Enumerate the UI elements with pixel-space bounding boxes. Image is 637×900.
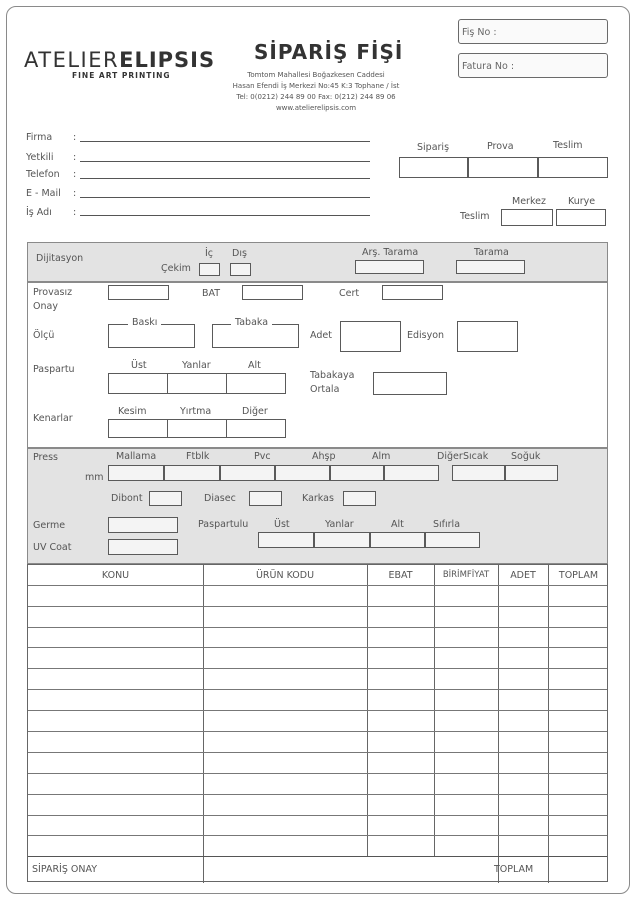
dijitasyon-label: Dijitasyon (36, 253, 84, 264)
order-table (27, 564, 608, 882)
table-row[interactable] (28, 815, 607, 816)
alm-label: Alm (372, 451, 391, 462)
table-row[interactable] (28, 710, 607, 711)
karkas-label: Karkas (302, 493, 334, 504)
paspartu-label: Paspartu (33, 364, 75, 375)
teslim-date-label: Teslim (553, 140, 583, 151)
kurye-label: Kurye (568, 196, 596, 207)
is-adi-label: İş Adı (26, 207, 52, 218)
colon: : (73, 132, 77, 143)
uv-coat-label: UV Coat (33, 542, 72, 553)
paspartu-alt-box[interactable] (226, 373, 286, 394)
siparis-date-box[interactable] (399, 157, 468, 178)
dibont-box[interactable] (149, 491, 182, 506)
table-row[interactable] (28, 606, 607, 607)
header-ebat: EBAT (388, 570, 413, 581)
cekim-label: Çekim (161, 263, 191, 274)
fis-no-label: Fiş No : (462, 27, 497, 38)
mm-label: mm (85, 472, 104, 483)
address-line-2: Hasan Efendi İş Merkezi No:45 K:3 Tophane / İst (232, 82, 400, 90)
dis-checkbox[interactable] (230, 263, 251, 276)
colon: : (73, 152, 77, 163)
paspartulu-yanlar-label: Yanlar (325, 519, 354, 530)
table-row[interactable] (28, 668, 607, 669)
cert-box[interactable] (382, 285, 443, 300)
sicak-label: Sıcak (463, 451, 489, 462)
paspartulu-label: Paspartulu (198, 519, 249, 530)
diger-label: Diğer (242, 406, 268, 417)
kurye-box[interactable] (556, 209, 606, 226)
document-title: SİPARİŞ FİŞİ (254, 40, 404, 64)
website: www.atelierelipsis.com (275, 104, 357, 112)
bat-label: BAT (202, 288, 221, 299)
ahsp-label: Ahşp (312, 451, 336, 462)
mallama-box[interactable] (108, 465, 164, 481)
ftblk-box[interactable] (164, 465, 220, 481)
telefon-label: Telefon (26, 169, 60, 180)
colon: : (73, 207, 77, 218)
address-line-3: Tel: 0(0212) 244 89 00 Fax: 0(212) 244 89 06 (236, 93, 396, 101)
company-logo (24, 50, 215, 71)
press-label: Press (33, 452, 59, 463)
table-row[interactable] (28, 752, 607, 753)
address-line-1: Tomtom Mahallesi Boğazkesen Caddesi (247, 71, 385, 79)
ortala-label: Ortala (310, 384, 340, 395)
siparis-date-label: Sipariş (417, 142, 450, 153)
uv-coat-box[interactable] (108, 539, 178, 555)
tabakaya-label: Tabakaya (310, 370, 355, 381)
paspartu-alt-label: Alt (248, 360, 261, 371)
tabaka-label: Tabaka (231, 318, 272, 328)
sicak-box[interactable] (452, 465, 505, 481)
germe-label: Germe (33, 520, 66, 531)
telefon-input[interactable] (80, 178, 370, 179)
paspartulu-ust-box[interactable] (258, 532, 314, 548)
paspartulu-alt-label: Alt (391, 519, 404, 530)
soguk-label: Soğuk (511, 451, 541, 462)
logo-subtitle: FINE ART PRINTING (72, 71, 171, 80)
onay-label: Onay (33, 301, 58, 312)
table-footer-divider (28, 856, 607, 857)
baski-label: Baskı (128, 318, 161, 328)
ahsp-box[interactable] (275, 465, 330, 481)
teslim-type-label: Teslim (460, 211, 490, 222)
header-toplam: TOPLAM (558, 570, 599, 581)
adet-box[interactable] (340, 321, 401, 352)
sifirla-box[interactable] (425, 532, 480, 548)
yirtma-box[interactable] (167, 419, 227, 438)
tarama-label: Tarama (474, 247, 509, 258)
kesim-box[interactable] (108, 419, 168, 438)
prova-date-label: Prova (487, 141, 514, 152)
kesim-label: Kesim (118, 406, 147, 417)
provasiz-box[interactable] (108, 285, 169, 300)
table-row[interactable] (28, 647, 607, 648)
diger-material-box[interactable] (384, 465, 439, 481)
yetkili-label: Yetkili (26, 152, 54, 163)
colon: : (73, 188, 77, 199)
table-row[interactable] (28, 794, 607, 795)
header-konu: KONU (101, 570, 130, 581)
paspartu-yanlar-box[interactable] (167, 373, 227, 394)
karkas-box[interactable] (343, 491, 376, 506)
diger-edge-box[interactable] (226, 419, 286, 438)
paspartu-yanlar-label: Yanlar (182, 360, 211, 371)
table-row[interactable] (28, 773, 607, 774)
ars-tarama-box[interactable] (355, 260, 424, 274)
edisyon-box[interactable] (457, 321, 518, 352)
merkez-box[interactable] (501, 209, 553, 226)
paspartulu-ust-label: Üst (274, 519, 290, 530)
table-row[interactable] (28, 731, 607, 732)
yirtma-label: Yırtma (180, 406, 212, 417)
header-adet: ADET (510, 570, 536, 581)
kenarlar-label: Kenarlar (33, 413, 73, 424)
alm-box[interactable] (330, 465, 384, 481)
diasec-box[interactable] (249, 491, 282, 506)
edisyon-label: Edisyon (407, 330, 445, 341)
table-row[interactable] (28, 689, 607, 690)
logo-light-text: ATELIER (24, 48, 120, 72)
dibont-label: Dibont (111, 493, 143, 504)
ic-checkbox[interactable] (199, 263, 220, 276)
firma-input[interactable] (80, 141, 370, 142)
tarama-box[interactable] (456, 260, 525, 274)
teslim-date-box[interactable] (538, 157, 608, 178)
paspartulu-alt-box[interactable] (370, 532, 425, 548)
ic-label: İç (205, 248, 214, 259)
yetkili-input[interactable] (80, 161, 370, 162)
mallama-label: Mallama (116, 451, 157, 462)
fatura-no-field[interactable] (458, 53, 608, 78)
siparis-onay-label: SİPARİŞ ONAY (32, 864, 98, 875)
table-row[interactable] (28, 585, 607, 586)
germe-box[interactable] (108, 517, 178, 533)
fis-no-field[interactable] (458, 19, 608, 44)
cert-label: Cert (339, 288, 360, 299)
header-birim-fiyat: BİRİMFİYAT (442, 570, 490, 580)
logo-bold-text: ELIPSIS (119, 48, 216, 72)
colon: : (73, 169, 77, 180)
ftblk-label: Ftblk (186, 451, 210, 462)
prova-date-box[interactable] (468, 157, 538, 178)
paspartu-ust-label: Üst (131, 360, 147, 371)
firma-label: Firma (26, 132, 53, 143)
fatura-no-label: Fatura No : (462, 61, 515, 72)
table-row[interactable] (28, 627, 607, 628)
dis-label: Dış (232, 248, 247, 259)
paspartu-ust-box[interactable] (108, 373, 168, 394)
email-input[interactable] (80, 197, 370, 198)
merkez-label: Merkez (512, 196, 546, 207)
toplam-footer-label: TOPLAM (494, 864, 534, 875)
email-label: E - Mail (26, 188, 61, 199)
is-adi-input[interactable] (80, 215, 370, 216)
olcu-label: Ölçü (33, 330, 55, 341)
table-row[interactable] (28, 835, 607, 836)
paspartulu-yanlar-box[interactable] (314, 532, 370, 548)
ars-tarama-label: Arş. Tarama (362, 247, 419, 258)
header-urun-kodu: ÜRÜN KODU (255, 570, 315, 581)
tabakaya-ortala-box[interactable] (373, 372, 447, 395)
sifirla-label: Sıfırla (433, 519, 461, 530)
pvc-label: Pvc (254, 451, 271, 462)
soguk-box[interactable] (505, 465, 558, 481)
provasiz-label: Provasız (33, 287, 73, 298)
bat-box[interactable] (242, 285, 303, 300)
pvc-box[interactable] (220, 465, 275, 481)
diger-material-label: Diğer (437, 451, 463, 462)
diasec-label: Diasec (204, 493, 236, 504)
adet-label: Adet (310, 330, 332, 341)
